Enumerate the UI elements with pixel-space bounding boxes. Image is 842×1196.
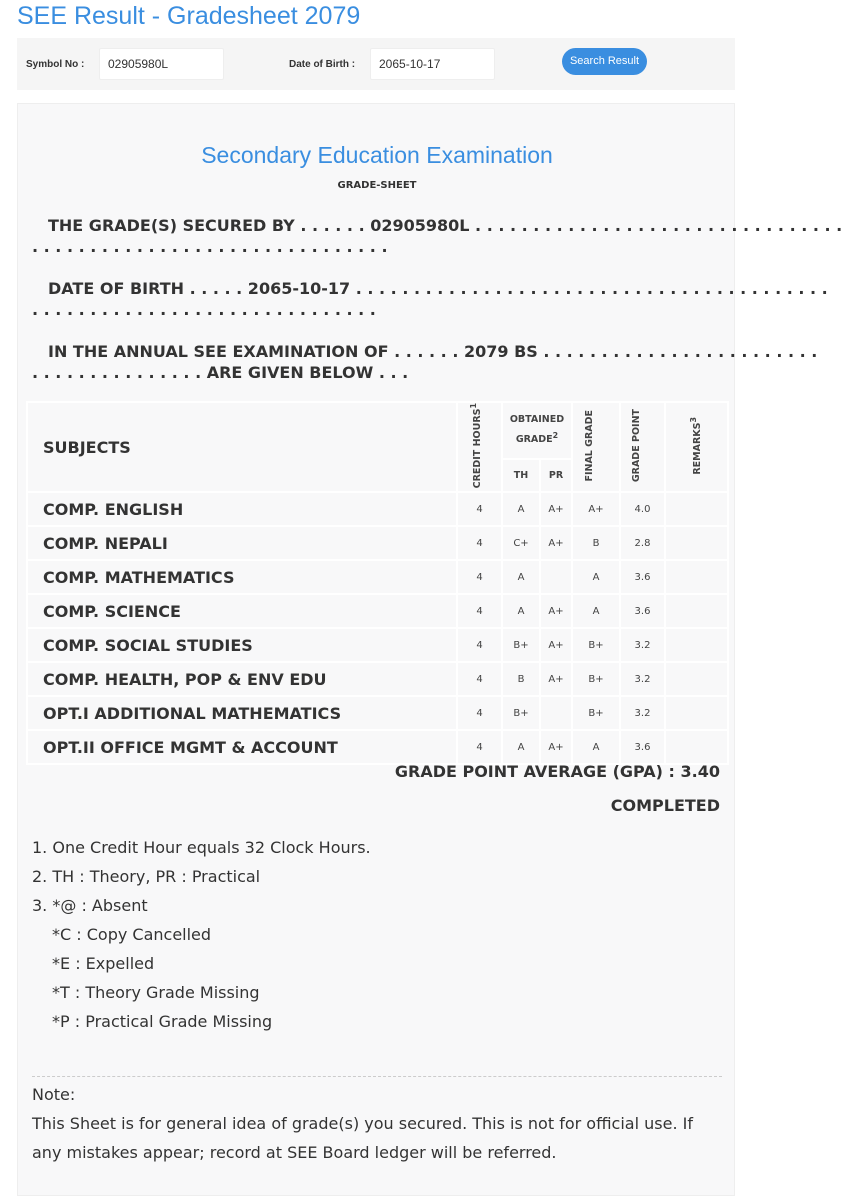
cell-remarks [665,526,728,560]
col-point: GRADE POINT [620,402,665,492]
result-status: COMPLETED [610,796,720,815]
cell-subject: COMP. SCIENCE [27,594,457,628]
table-row [27,730,728,764]
footnote: 1. One Credit Hour equals 32 Clock Hours. [32,838,371,857]
statement-exam [32,341,818,383]
cell-credit: 4 [457,560,502,594]
col-pr: PR [540,459,572,493]
divider [32,1076,722,1077]
sheet-subheading: GRADE-SHEET [337,180,417,191]
cell-th: C+ [502,526,540,560]
cell-point: 3.6 [620,730,665,764]
cell-credit: 4 [457,662,502,696]
col-final: FINAL GRADE [572,402,620,492]
cell-credit: 4 [457,526,502,560]
col-obtained: OBTAINED GRADE$^2$ [502,402,572,459]
cell-th: A [502,492,540,526]
table-row [27,526,728,560]
cell-remarks [665,662,728,696]
cell-credit: 4 [457,594,502,628]
cell-remarks [665,730,728,764]
page-title: SEE Result - Gradesheet 2079 [17,2,361,30]
search-result-button[interactable]: Search Result [562,48,647,75]
cell-credit: 4 [457,628,502,662]
cell-remarks [665,560,728,594]
table-row [27,628,728,662]
grades-table [26,401,729,765]
footnotes [32,833,371,1036]
code: *E : Expelled [52,954,155,973]
cell-pr: A+ [540,594,572,628]
col-credit: CREDIT HOURS$^1$ [457,402,502,492]
cell-point: 3.2 [620,628,665,662]
cell-pr: A+ [540,526,572,560]
cell-final: A [572,560,620,594]
cell-credit: 4 [457,730,502,764]
cell-th: B+ [502,628,540,662]
note-title: Note: [32,1085,76,1104]
cell-subject: COMP. SOCIAL STUDIES [27,628,457,662]
col-th: TH [502,459,540,493]
table-row [27,492,728,526]
cell-th: B+ [502,696,540,730]
col-subjects: SUBJECTS [27,402,457,492]
statement-line: . . . . . . . . . . . . . . . . . . . . . . . . . . . . . . [32,300,376,319]
cell-remarks [665,696,728,730]
code: *T : Theory Grade Missing [52,983,260,1002]
statement-symbol [32,215,842,257]
cell-pr: A+ [540,628,572,662]
symbol-input[interactable] [99,48,224,80]
statement-line: . . . . . . . . . . . . . . . ARE GIVEN BELOW . . . [32,363,409,382]
search-bar [17,38,735,90]
cell-th: A [502,594,540,628]
code: *C : Copy Cancelled [52,925,212,944]
cell-point: 3.2 [620,662,665,696]
table-row [27,696,728,730]
statement-line: . . . . . . . . . . . . . . . . . . . . . . . . . . . . . . . [32,237,388,256]
cell-subject: OPT.I ADDITIONAL MATHEMATICS [27,696,457,730]
cell-pr: A+ [540,730,572,764]
cell-credit: 4 [457,492,502,526]
cell-credit: 4 [457,696,502,730]
cell-subject: COMP. HEALTH, POP & ENV EDU [27,662,457,696]
cell-th: A [502,730,540,764]
cell-point: 2.8 [620,526,665,560]
sheet-heading: Secondary Education Examination [201,142,553,168]
table-row [27,594,728,628]
statement-line: DATE OF BIRTH . . . . . 2065-10-17 . . . . . . . . . . . . . . . . . . . . . . . . . . . . . . . . . . . . . . . . . [48,279,828,298]
statement-dob [32,278,828,320]
cell-point: 4.0 [620,492,665,526]
gpa: GRADE POINT AVERAGE (GPA) : 3.40 [394,762,720,781]
table-row [27,560,728,594]
cell-final: A [572,730,620,764]
cell-pr [540,696,572,730]
cell-subject: COMP. NEPALI [27,526,457,560]
dob-label: Date of Birth : [289,59,356,70]
footnote: 2. TH : Theory, PR : Practical [32,867,261,886]
cell-point: 3.6 [620,560,665,594]
cell-pr: A+ [540,662,572,696]
cell-final: B [572,526,620,560]
cell-subject: COMP. ENGLISH [27,492,457,526]
cell-th: A [502,560,540,594]
gradesheet [17,103,842,1196]
cell-remarks [665,492,728,526]
note [32,1080,722,1167]
statement-line: IN THE ANNUAL SEE EXAMINATION OF . . . . . . 2079 BS . . . . . . . . . . . . . . . . . . . . . . . . [48,342,818,361]
cell-point: 3.2 [620,696,665,730]
cell-th: B [502,662,540,696]
col-remarks: REMARKS$^3$ [665,402,728,492]
code: *P : Practical Grade Missing [52,1012,273,1031]
cell-subject: COMP. MATHEMATICS [27,560,457,594]
statement-line: THE GRADE(S) SECURED BY . . . . . . 02905980L . . . . . . . . . . . . . . . . . . . . . . . . . . . . . . . . [48,216,842,235]
footnote: 3. *@ : Absent [32,896,148,915]
table-row [27,662,728,696]
cell-final: A+ [572,492,620,526]
cell-remarks [665,594,728,628]
cell-final: A [572,594,620,628]
cell-pr: A+ [540,492,572,526]
note-text: This Sheet is for general idea of grade(s) you secured. This is not for official use. If any mistakes appear; record at SEE Board ledger will be referred. [32,1114,693,1162]
cell-subject: OPT.II OFFICE MGMT & ACCOUNT [27,730,457,764]
symbol-label: Symbol No : [26,59,85,70]
cell-final: B+ [572,628,620,662]
cell-remarks [665,628,728,662]
cell-point: 3.6 [620,594,665,628]
cell-final: B+ [572,662,620,696]
cell-final: B+ [572,696,620,730]
cell-pr [540,560,572,594]
dob-input[interactable] [370,48,495,80]
